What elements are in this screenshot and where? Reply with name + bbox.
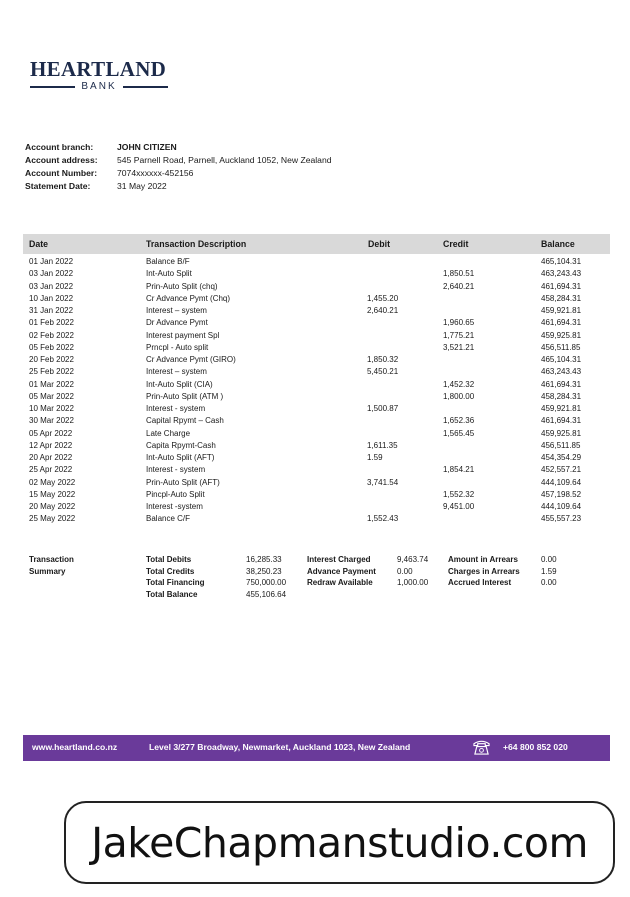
summary-totals-labels	[146, 554, 205, 600]
cell-credit: 1,652.36	[443, 416, 475, 426]
cell-description: Interest payment Spl	[146, 330, 220, 340]
cell-description: Prin-Auto Split (AFT)	[146, 477, 220, 487]
watermark-text: JakeChapmanstudio.com	[91, 818, 588, 867]
cell-description: Capital Rpymt – Cash	[146, 416, 224, 426]
header-description: Transaction Description	[146, 239, 247, 249]
cell-balance: 459,925.81	[541, 428, 582, 438]
header-date: Date	[29, 239, 49, 249]
cell-date: 03 Jan 2022	[29, 281, 74, 291]
table-row	[23, 489, 610, 501]
statement-date-value: 31 May 2022	[117, 181, 167, 191]
cell-description: Interest – system	[146, 367, 207, 377]
cell-description: Cr Advance Pymt (GIRO)	[146, 355, 236, 364]
statement-date-row	[25, 180, 332, 193]
cell-balance: 444,109.64	[541, 502, 582, 511]
table-row	[23, 281, 610, 293]
cell-description: Late Charge	[146, 428, 191, 438]
account-branch-value: JOHN CITIZEN	[117, 142, 177, 152]
charges-in-arrears-label: Charges in Arrears	[448, 566, 520, 576]
account-number-row	[25, 167, 332, 180]
cell-balance: 454,354.29	[541, 453, 582, 462]
total-balance-label: Total Balance	[146, 589, 198, 599]
table-row	[23, 366, 610, 378]
account-address-label: Account address:	[25, 155, 98, 165]
cell-balance: 463,243.43	[541, 367, 582, 377]
bank-logo	[30, 57, 168, 92]
summary-totals-values	[246, 554, 286, 600]
redraw-available-value: 1,000.00	[397, 578, 429, 588]
summary-title	[29, 554, 74, 577]
table-row	[23, 342, 610, 354]
cell-debit: 1,552.43	[367, 514, 399, 524]
cell-date: 31 Jan 2022	[29, 306, 74, 315]
logo-rule-right	[123, 86, 168, 88]
cell-balance: 465,104.31	[541, 355, 582, 364]
cell-debit: 5,450.21	[367, 367, 399, 377]
cell-date: 20 Feb 2022	[29, 355, 74, 364]
cell-credit: 1,960.65	[443, 318, 475, 328]
footer-website-link[interactable]: www.heartland.co.nz	[32, 742, 118, 752]
total-debits-value: 16,285.33	[246, 555, 282, 564]
amount-in-arrears-label: Amount in Arrears	[448, 555, 518, 564]
cell-date: 05 Mar 2022	[29, 391, 74, 401]
watermark-box	[64, 801, 615, 884]
cell-balance: 444,109.64	[541, 477, 582, 487]
interest-charged-label: Interest Charged	[307, 555, 371, 564]
cell-description: Dr Advance Pymt	[146, 318, 208, 328]
cell-description: Pincpl-Auto Split	[146, 489, 205, 499]
table-row	[23, 415, 610, 427]
header-debit: Debit	[368, 239, 390, 249]
account-branch-label: Account branch:	[25, 142, 94, 152]
cell-balance: 456,511.85	[541, 342, 581, 352]
bank-logo-sub	[30, 81, 168, 92]
table-row	[23, 464, 610, 476]
cell-date: 01 Jan 2022	[29, 257, 74, 266]
cell-balance: 461,694.31	[541, 318, 582, 328]
summary-title-line2: Summary	[29, 566, 66, 576]
cell-credit: 2,640.21	[443, 281, 475, 291]
cell-balance: 461,694.31	[541, 281, 582, 291]
table-row	[23, 477, 610, 489]
table-row	[23, 330, 610, 342]
cell-balance: 452,557.21	[541, 465, 582, 475]
cell-debit: 2,640.21	[367, 306, 399, 315]
cell-date: 02 Feb 2022	[29, 330, 74, 340]
cell-credit: 1,850.51	[443, 269, 475, 279]
charges-in-arrears-value: 1.59	[541, 566, 557, 576]
table-row	[23, 354, 610, 366]
cell-credit: 1,800.00	[443, 391, 475, 401]
cell-balance: 463,243.43	[541, 269, 582, 279]
cell-description: Cr Advance Pymt (Chq)	[146, 293, 231, 303]
header-balance: Balance	[541, 239, 575, 249]
cell-debit: 1,500.87	[367, 404, 399, 413]
account-number-value: 7074xxxxxx-452156	[117, 168, 194, 178]
cell-balance: 461,694.31	[541, 379, 582, 389]
cell-date: 30 Mar 2022	[29, 416, 74, 426]
cell-description: Interest - system	[146, 404, 206, 413]
cell-date: 05 Feb 2022	[29, 342, 74, 352]
cell-date: 01 Mar 2022	[29, 379, 74, 389]
cell-description: Int-Auto Split (CIA)	[146, 379, 213, 389]
total-financing-value: 750,000.00	[246, 578, 287, 588]
total-financing-label: Total Financing	[146, 578, 205, 588]
cell-date: 25 May 2022	[29, 514, 76, 524]
cell-debit: 1.59	[367, 453, 383, 462]
table-row	[23, 440, 610, 452]
account-details	[25, 141, 332, 193]
table-row	[23, 293, 610, 305]
total-debits-label: Total Debits	[146, 555, 192, 564]
table-row	[23, 428, 610, 440]
transactions-table-header	[23, 234, 610, 254]
table-row	[23, 452, 610, 464]
account-address-value: 545 Parnell Road, Parnell, Auckland 1052, New Zealand	[117, 155, 332, 165]
cell-credit: 1,775.21	[443, 330, 475, 340]
cell-date: 25 Feb 2022	[29, 367, 74, 377]
cell-date: 02 May 2022	[29, 477, 76, 487]
table-row	[23, 317, 610, 329]
cell-description: Prin-Auto Split (ATM )	[146, 391, 224, 401]
cell-date: 15 May 2022	[29, 489, 76, 499]
logo-rule-left	[30, 86, 75, 88]
cell-credit: 1,565.45	[443, 428, 475, 438]
cell-credit: 1,854.21	[443, 465, 475, 475]
cell-date: 03 Jan 2022	[29, 269, 74, 279]
footer-phone[interactable]: +64 800 852 020	[503, 742, 568, 752]
cell-date: 10 Jan 2022	[29, 293, 74, 303]
accrued-interest-label: Accrued Interest	[448, 578, 512, 588]
cell-balance: 459,925.81	[541, 330, 582, 340]
table-row	[23, 391, 610, 403]
advance-payment-value: 0.00	[397, 566, 413, 576]
cell-date: 25 Apr 2022	[29, 465, 73, 475]
cell-balance: 458,284.31	[541, 391, 582, 401]
cell-debit: 1,455.20	[367, 293, 399, 303]
cell-description: Int-Auto Split	[146, 269, 192, 279]
table-row	[23, 268, 610, 280]
account-address-row	[25, 154, 332, 167]
cell-balance: 458,284.31	[541, 293, 582, 303]
cell-credit: 1,452.32	[443, 379, 475, 389]
footer-bar	[23, 735, 610, 761]
total-credits-value: 38,250.23	[246, 566, 282, 576]
amount-in-arrears-value: 0.00	[541, 555, 557, 564]
cell-description: Capita Rpymt-Cash	[146, 440, 216, 450]
telephone-icon	[472, 739, 491, 756]
table-row	[23, 403, 610, 415]
advance-payment-label: Advance Payment	[307, 566, 376, 576]
cell-balance: 456,511.85	[541, 440, 581, 450]
bank-logo-subtext: BANK	[81, 81, 117, 92]
cell-balance: 459,921.81	[541, 404, 582, 413]
table-row	[23, 513, 610, 525]
cell-balance: 461,694.31	[541, 416, 582, 426]
account-number-label: Account Number:	[25, 168, 98, 178]
summary-title-line1: Transaction	[29, 555, 74, 564]
cell-description: Interest – system	[146, 306, 207, 315]
cell-balance: 459,921.81	[541, 306, 582, 315]
summary-interest-values	[397, 554, 428, 589]
footer-address: Level 3/277 Broadway, Newmarket, Auckland 1023, New Zealand	[149, 742, 411, 752]
cell-balance: 457,198.52	[541, 489, 582, 499]
cell-date: 05 Apr 2022	[29, 428, 73, 438]
interest-charged-value: 9,463.74	[397, 555, 429, 564]
accrued-interest-value: 0.00	[541, 578, 557, 588]
transactions-table-body	[23, 256, 610, 526]
cell-description: Prncpl - Auto split	[146, 342, 209, 352]
header-credit: Credit	[443, 239, 469, 249]
cell-description: Balance C/F	[146, 514, 191, 524]
cell-credit: 1,552.32	[443, 489, 475, 499]
cell-date: 12 Apr 2022	[29, 440, 73, 450]
cell-debit: 1,850.32	[367, 355, 399, 364]
statement-date-label: Statement Date:	[25, 181, 91, 191]
table-row	[23, 256, 610, 268]
cell-date: 20 May 2022	[29, 502, 76, 511]
cell-date: 20 Apr 2022	[29, 453, 73, 462]
summary-arrears-labels	[448, 554, 520, 589]
total-credits-label: Total Credits	[146, 566, 195, 576]
table-row	[23, 305, 610, 317]
cell-date: 01 Feb 2022	[29, 318, 74, 328]
cell-balance: 465,104.31	[541, 257, 582, 266]
cell-credit: 9,451.00	[443, 502, 475, 511]
summary-arrears-values	[541, 554, 557, 589]
bank-logo-name: HEARTLAND	[30, 57, 167, 81]
summary-interest-labels	[307, 554, 376, 589]
total-balance-value: 455,106.64	[246, 589, 287, 599]
cell-description: Balance B/F	[146, 257, 190, 266]
cell-date: 10 Mar 2022	[29, 404, 74, 413]
cell-debit: 1,611.35	[367, 440, 398, 450]
table-row	[23, 379, 610, 391]
cell-credit: 3,521.21	[443, 342, 475, 352]
account-branch-row	[25, 141, 332, 154]
cell-description: Prin-Auto Split (chq)	[146, 281, 218, 291]
cell-debit: 3,741.54	[367, 477, 399, 487]
cell-balance: 455,557.23	[541, 514, 582, 524]
cell-description: Int-Auto Split (AFT)	[146, 453, 215, 462]
cell-description: Interest - system	[146, 465, 206, 475]
redraw-available-label: Redraw Available	[307, 578, 373, 588]
table-row	[23, 501, 610, 513]
cell-description: Interest -system	[146, 502, 203, 511]
